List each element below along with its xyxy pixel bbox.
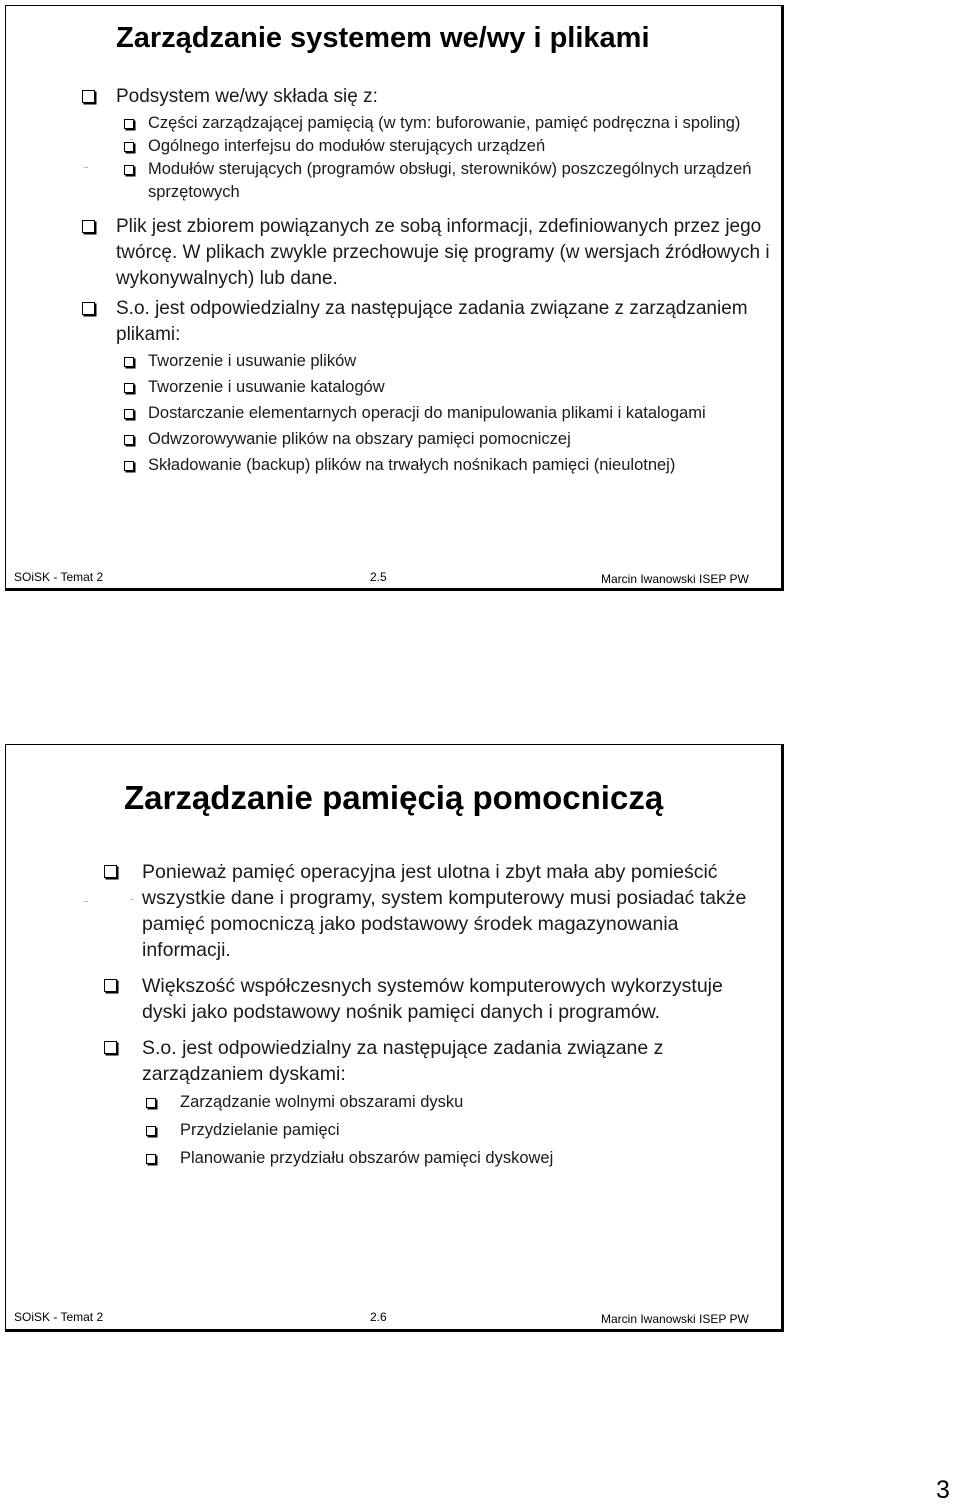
slide-title: Zarządzanie systemem we/wy i plikami (116, 22, 650, 54)
checkbox-bullet-icon (82, 90, 95, 103)
checkbox-bullet-icon (124, 435, 134, 445)
sub-bullet-item: Składowanie (backup) plików na trwałych nośnikach pamięci (nieulotnej) (116, 454, 772, 477)
slide-bullets (82, 84, 772, 483)
sub-bullet-item: Tworzenie i usuwanie katalogów (116, 376, 772, 399)
sub-bullet-item: Tworzenie i usuwanie plików (116, 350, 772, 373)
checkbox-bullet-icon (146, 1098, 156, 1108)
sub-bullet-item: Planowanie przydziału obszarów pamięci dyskowej (142, 1147, 764, 1170)
footer-course: SOiSK - Temat 2 (14, 570, 104, 584)
sub-bullet-item: Modułów sterujących (programów obsługi, sterowników) poszczególnych urządzeń sprzętowych (116, 158, 772, 204)
checkbox-bullet-icon (104, 865, 117, 878)
slide-title: Zarządzanie pamięcią pomocniczą (124, 779, 664, 816)
slide-bullets (104, 859, 764, 1180)
sub-bullet-item: Przydzielanie pamięci (142, 1119, 764, 1142)
speck-mark (84, 901, 88, 902)
checkbox-bullet-icon (124, 357, 134, 367)
sub-bullet-item: Zarządzanie wolnymi obszarami dysku (142, 1091, 764, 1114)
bullet-item: Podsystem we/wy składa się z: Części zarządzającej pamięcią (w tym: buforowanie, pamięć podręczna i spoling) Ogólnego interfejsu do modułów sterujących urządzeń Modułów sterujących (programów obsługi, sterowników) poszczególnych urządzeń sprzętowych (82, 84, 772, 204)
checkbox-bullet-icon (82, 302, 95, 315)
footer-author: Marcin Iwanowski ISEP PW (601, 572, 749, 586)
footer-slide-number: 2.5 (370, 570, 387, 584)
footer-author: Marcin Iwanowski ISEP PW (601, 1312, 749, 1326)
checkbox-bullet-icon (82, 220, 95, 233)
slide-2-6 (5, 744, 784, 1332)
sub-bullet-item: Ogólnego interfejsu do modułów sterujących urządzeń (116, 135, 772, 158)
checkbox-bullet-icon (124, 383, 134, 393)
sub-bullet-item: Dostarczanie elementarnych operacji do manipulowania plikami i katalogami (116, 402, 772, 425)
checkbox-bullet-icon (104, 1041, 117, 1054)
footer-slide-number: 2.6 (370, 1310, 387, 1324)
bullet-item: S.o. jest odpowiedzialny za następujące zadania związane z zarządzaniem plikami: Tworzenie i usuwanie plików Tworzenie i usuwanie katalogów Dostarczanie elementarnych operacji do manipulowania plikami i katalogami Odwzorowywanie plików na obszary pamięci pomocniczej Składowanie (backup) plików na trwałych nośnikach pamięci (nieulotnej) (82, 296, 772, 477)
bullet-item: S.o. jest odpowiedzialny za następujące zadania związane z zarządzaniem dyskami: Zarządzanie wolnymi obszarami dysku Przydzielanie pamięci Planowanie przydziału obszarów pamięci dyskowej (104, 1035, 764, 1170)
footer-course: SOiSK - Temat 2 (14, 1310, 104, 1324)
checkbox-bullet-icon (124, 409, 134, 419)
checkbox-bullet-icon (146, 1154, 156, 1164)
checkbox-bullet-icon (146, 1126, 156, 1136)
checkbox-bullet-icon (124, 165, 134, 175)
sub-bullets (116, 112, 772, 204)
page-number: 3 (936, 1476, 950, 1504)
sub-bullet-item: Części zarządzającej pamięcią (w tym: buforowanie, pamięć podręczna i spoling) (116, 112, 772, 135)
checkbox-bullet-icon (124, 119, 134, 129)
bullet-item: Plik jest zbiorem powiązanych ze sobą informacji, zdefiniowanych przez jego twórcę. W plikach zwykle przechowuje się programy (w wersjach źródłowych i wykonywalnych) lub dane. (82, 214, 772, 292)
sub-bullet-item: Odwzorowywanie plików na obszary pamięci pomocniczej (116, 428, 772, 451)
bullet-item: Większość współczesnych systemów komputerowych wykorzystuje dyski jako podstawowy nośnik pamięci danych i programów. (104, 973, 764, 1025)
slide-2-5 (5, 5, 784, 591)
sub-bullets (142, 1091, 764, 1170)
checkbox-bullet-icon (124, 142, 134, 152)
checkbox-bullet-icon (124, 461, 134, 471)
sub-bullets (116, 350, 772, 477)
bullet-item: Ponieważ pamięć operacyjna jest ulotna i zbyt mała aby pomieścić wszystkie dane i programy, system komputerowy musi posiadać także pamięć pomocniczą jako podstawowy środek magazynowania informacji. (104, 859, 764, 963)
checkbox-bullet-icon (104, 979, 117, 992)
